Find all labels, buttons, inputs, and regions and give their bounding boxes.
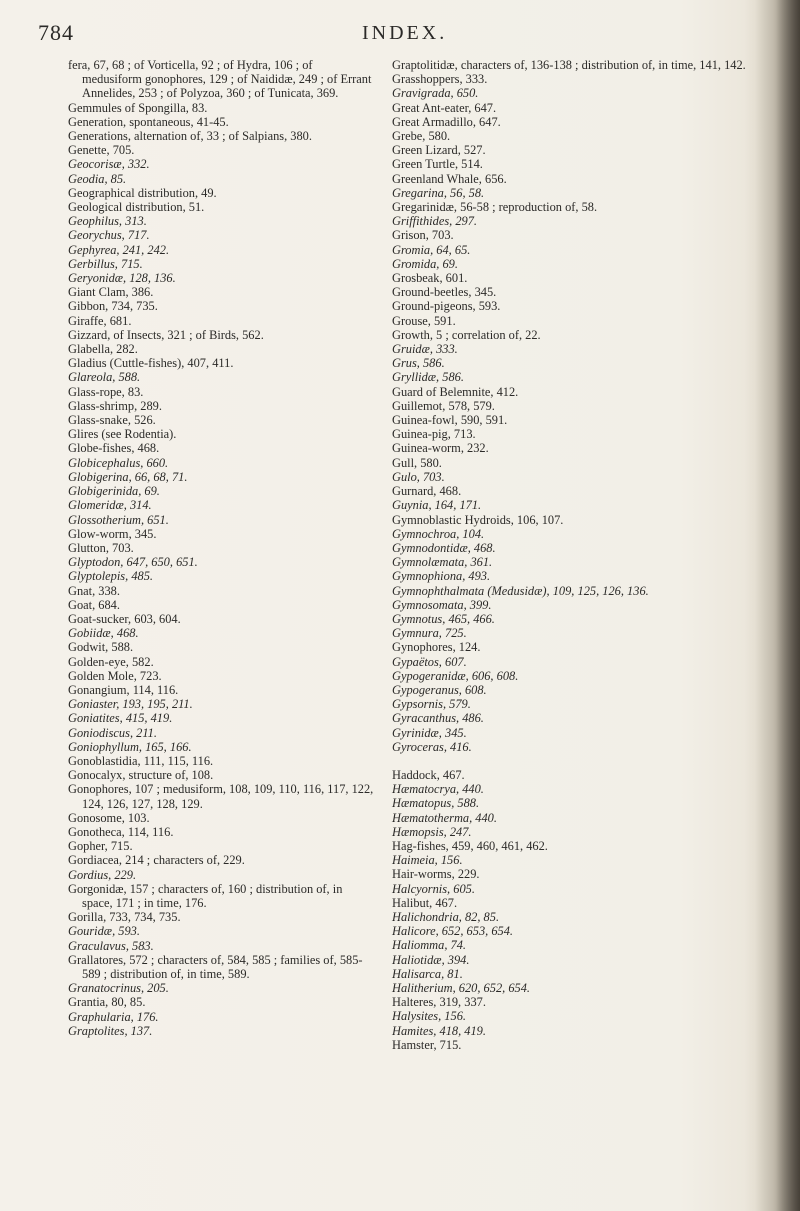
index-entry: Great Armadillo, 647.: [392, 114, 501, 129]
index-entry: Hæmopsis, 247.: [392, 824, 472, 839]
index-entry: Gibbon, 734, 735.: [68, 299, 158, 314]
index-entry: Gromida, 69.: [392, 256, 458, 271]
index-entry: Gymnolæmata, 361.: [392, 555, 493, 570]
index-entry: Glass-rope, 83.: [68, 384, 144, 399]
index-entry: Grebe, 580.: [392, 129, 451, 144]
index-entry: Grouse, 591.: [392, 313, 456, 328]
index-entry: Hag-fishes, 459, 460, 461, 462.: [392, 838, 548, 853]
index-entry: Geographical distribution, 49.: [68, 185, 217, 200]
index-entry: Gymnodontidæ, 468.: [392, 540, 496, 555]
index-entry: Great Ant-eater, 647.: [392, 100, 497, 115]
index-entry: Guinea-pig, 713.: [392, 427, 476, 442]
index-entry: Goat-sucker, 603, 604.: [68, 611, 181, 626]
index-entry: Gopher, 715.: [68, 839, 133, 854]
index-entry: Griffithides, 297.: [392, 214, 478, 229]
index-entry: Gurnard, 468.: [392, 484, 462, 499]
index-entry: Gynophores, 124.: [392, 640, 481, 655]
index-entry: Gorgonidæ, 157 ; characters of, 160 ; distribution of, in space, 171 ; in time, 176.: [68, 881, 343, 910]
index-entry: Halicore, 652, 653, 654.: [392, 924, 514, 939]
index-entry: Graptolites, 137.: [68, 1023, 153, 1038]
index-entry: Halisarca, 81.: [392, 966, 463, 981]
index-entry: Gonotheca, 114, 116.: [68, 824, 174, 839]
index-entry: Halitherium, 620, 652, 654.: [392, 981, 531, 995]
index-entry: Green Lizard, 527.: [392, 143, 486, 158]
index-entry: Generation, spontaneous, 41-45.: [68, 114, 229, 129]
index-entry: Goniatites, 415, 419.: [68, 711, 173, 726]
index-entry: Gymnochroa, 104.: [392, 526, 485, 541]
index-entry: Gordiacea, 214 ; characters of, 229.: [68, 853, 245, 868]
index-entry: Glyptodon, 647, 650, 651.: [68, 555, 198, 570]
index-entry: Giant Clam, 386.: [68, 285, 154, 300]
index-entry: Gypogeranidæ, 606, 608.: [392, 668, 519, 683]
index-entry: Gladius (Cuttle-fishes), 407, 411.: [68, 356, 234, 371]
index-entry: Glareola, 588.: [68, 370, 141, 385]
index-entry: Halcyornis, 605.: [392, 881, 475, 896]
index-entry: Halysites, 156.: [392, 1009, 466, 1024]
index-entry: Goat, 684.: [68, 597, 120, 612]
index-entry: Globigerina, 66, 68, 71.: [68, 469, 188, 484]
index-entry: Guinea-worm, 232.: [392, 441, 489, 456]
index-entry: Grantia, 80, 85.: [68, 995, 146, 1010]
index-entry: Gobiidæ, 468.: [68, 626, 139, 641]
index-entry: Gravigrada, 650.: [392, 86, 479, 101]
index-entry: Gonocalyx, structure of, 108.: [68, 768, 214, 783]
index-entry: Haddock, 467.: [392, 767, 465, 782]
index-entry: Halichondria, 82, 85.: [392, 909, 500, 924]
index-entry: Gonophores, 107 ; medusiform, 108, 109, 110, 116, 117, 122, 124, 126, 127, 128, 129.: [68, 782, 374, 811]
adjacent-page-edge: [755, 0, 800, 1211]
index-entry: Grus, 586.: [392, 356, 445, 371]
index-entry: Gizzard, of Insects, 321 ; of Birds, 562.: [68, 327, 264, 342]
index-entry: Glires (see Rodentia).: [68, 427, 177, 442]
index-entry: Gephyrea, 241, 242.: [68, 242, 170, 257]
index-entry: Goniophyllum, 165, 166.: [68, 739, 192, 754]
index-entry: Gouridæ, 593.: [68, 924, 140, 939]
index-entry: fera, 67, 68 ; of Vorticella, 92 ; of Hydra, 106 ; of medusiform gonophores, 129 ; of Naididæ, 249 ; of Errant Annelides, 253 ; of Polyzoa, 360 ; of Tunicata, 369.: [68, 58, 372, 101]
index-entry: Geocorisæ, 332.: [68, 157, 150, 172]
index-entry: Graculavus, 583.: [68, 938, 154, 953]
index-entry: Haliomma, 74.: [392, 938, 466, 953]
index-entry: Gordius, 229.: [68, 867, 137, 882]
index-entry: Guard of Belemnite, 412.: [392, 384, 519, 399]
index-entry: Gonoblastidia, 111, 115, 116.: [68, 753, 214, 768]
index-entry: Graptolitidæ, characters of, 136-138 ; distribution of, in time, 141, 142.: [392, 58, 746, 72]
index-entry: Generations, alternation of, 33 ; of Salpians, 380.: [68, 129, 312, 144]
index-entry: Gregarinidæ, 56-58 ; reproduction of, 58.: [392, 200, 598, 215]
index-entry: Grasshoppers, 333.: [392, 72, 488, 87]
index-entry: Greenland Whale, 656.: [392, 171, 507, 186]
index-entry: Gruidæ, 333.: [392, 342, 458, 357]
index-entry: Hæmatocrya, 440.: [392, 782, 484, 797]
index-entry: Guynia, 164, 171.: [392, 498, 482, 513]
index-entry: Globigerinida, 69.: [68, 484, 160, 499]
index-entry: Gulo, 703.: [392, 469, 445, 484]
index-entry: Graphularia, 176.: [68, 1009, 159, 1024]
index-entry: Gromia, 64, 65.: [392, 242, 471, 257]
index-entry: Gonangium, 114, 116.: [68, 682, 179, 697]
index-entry: Gymnosomata, 399.: [392, 597, 492, 612]
index-entry: Glow-worm, 345.: [68, 526, 157, 541]
running-title: INDEX.: [362, 22, 448, 44]
index-entry: Glass-shrimp, 289.: [68, 398, 162, 413]
index-entry: Haimeia, 156.: [392, 853, 463, 868]
index-entry: Godwit, 588.: [68, 640, 134, 655]
index-entry: Gymnophthalmata (Medusidæ), 109, 125, 126, 136.: [392, 583, 649, 598]
page-number: 784: [38, 20, 74, 45]
index-entry: Hamster, 715.: [392, 1037, 462, 1052]
index-entry: Glass-snake, 526.: [68, 413, 156, 428]
index-entry: Guinea-fowl, 590, 591.: [392, 413, 508, 428]
index-entry: Gymnoblastic Hydroids, 106, 107.: [392, 512, 564, 527]
index-entry: Gonosome, 103.: [68, 810, 150, 825]
index-entry: Glyptolepis, 485.: [68, 569, 154, 584]
index-entry: Gymnotus, 465, 466.: [392, 611, 495, 626]
index-entry: Goniodiscus, 211.: [68, 725, 157, 740]
index-entry: Grosbeak, 601.: [392, 271, 468, 286]
index-entry: Glutton, 703.: [68, 540, 134, 555]
index-entry: Gyrinidæ, 345.: [392, 725, 467, 740]
index-entry: Grison, 703.: [392, 228, 454, 243]
index-column-left: [68, 58, 374, 1038]
page-header: [0, 10, 800, 50]
index-entry: Goniaster, 193, 195, 211.: [68, 697, 193, 712]
index-entry: Gryllidæ, 586.: [392, 370, 464, 385]
index-column-right: [392, 58, 752, 1052]
index-entry: Golden-eye, 582.: [68, 654, 154, 669]
index-entry: Geryonidæ, 128, 136.: [68, 271, 176, 286]
index-entry: Hæmatopus, 588.: [392, 796, 480, 811]
index-entry: Gypogeranus, 608.: [392, 682, 487, 697]
index-entry: Gyracanthus, 486.: [392, 711, 484, 726]
index-entry: Gyroceras, 416.: [392, 739, 472, 754]
index-entry: Gull, 580.: [392, 455, 442, 470]
index-entry: Giraffe, 681.: [68, 313, 132, 328]
index-entry: Ground-pigeons, 593.: [392, 299, 501, 314]
index-entry: Growth, 5 ; correlation of, 22.: [392, 327, 541, 342]
index-entry: Gerbillus, 715.: [68, 256, 143, 271]
index-entry: Gregarina, 56, 58.: [392, 185, 485, 200]
index-entry: Guillemot, 578, 579.: [392, 398, 495, 413]
index-entry: Halteres, 319, 337.: [392, 995, 486, 1010]
index-entry: Gemmules of Spongilla, 83.: [68, 100, 208, 115]
index-entry: Hair-worms, 229.: [392, 867, 480, 882]
index-entry: Georychus, 717.: [68, 228, 150, 243]
index-entry: Globicephalus, 660.: [68, 455, 169, 470]
index-entry: Glabella, 282.: [68, 342, 138, 357]
index-entry: Gorilla, 733, 734, 735.: [68, 910, 181, 925]
index-entry: Hæmatotherma, 440.: [392, 810, 497, 825]
index-entry: Hamites, 418, 419.: [392, 1023, 486, 1038]
index-entry: Granatocrinus, 205.: [68, 981, 169, 996]
index-entry: Gypaëtos, 607.: [392, 654, 467, 669]
index-entry: Genette, 705.: [68, 143, 135, 158]
index-entry: Glossotherium, 651.: [68, 512, 169, 527]
index-entry: Haliotidæ, 394.: [392, 952, 470, 967]
index-entry: Geophilus, 313.: [68, 214, 147, 229]
index-entry: Gymnura, 725.: [392, 626, 467, 641]
index-entry: Geological distribution, 51.: [68, 200, 205, 215]
index-entry: Globe-fishes, 468.: [68, 441, 160, 456]
index-entry: Grallatores, 572 ; characters of, 584, 585 ; families of, 585-589 ; distribution of, in time, 589.: [68, 952, 363, 981]
index-entry: Gypsornis, 579.: [392, 697, 471, 712]
index-entry: Green Turtle, 514.: [392, 157, 483, 172]
index-entry: Geodia, 85.: [68, 171, 127, 186]
index-entry: Gnat, 338.: [68, 583, 120, 598]
index-entry: Glomeridæ, 314.: [68, 498, 152, 513]
index-entry: Gymnophiona, 493.: [392, 569, 491, 584]
index-entry: Golden Mole, 723.: [68, 668, 162, 683]
index-entry: Halibut, 467.: [392, 895, 458, 910]
index-entry: Ground-beetles, 345.: [392, 285, 497, 300]
